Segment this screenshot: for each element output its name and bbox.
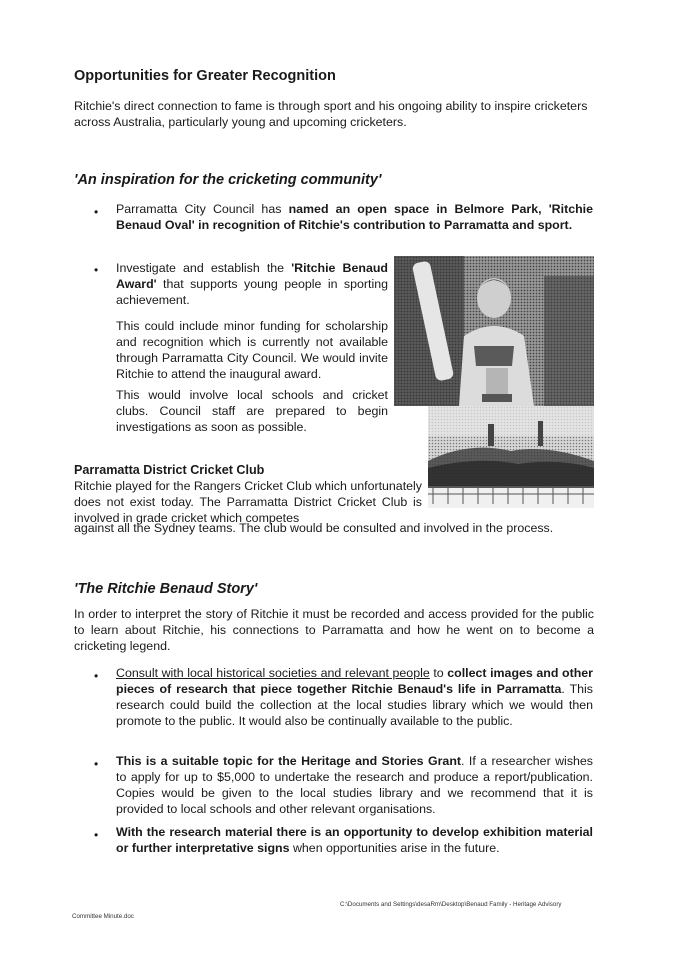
bullet-icon: • [94, 205, 99, 219]
footer-filename: Committee Minute.doc [72, 913, 134, 920]
bullet-icon: • [94, 263, 99, 277]
award-funding-paragraph: This could include minor funding for scholarship and recognition which is currently not available through Parramatta City Council. We would invite Ritchie to attend the inaugural award. [116, 319, 388, 381]
consult-bold: collect images and other pieces of research that piece together Ritchie Benaud's life in Parramatta [116, 666, 593, 696]
club-paragraph-part1: Ritchie played for the Rangers Cricket Club which unfortunately does not exist today. The Parramatta District Cricket Club is involved in grade cricket which competes [74, 479, 422, 525]
bullet-grant-paragraph [116, 753, 593, 817]
story-intro-paragraph: In order to interpret the story of Ritchie it must be recorded and access provided for the public to learn about Ritchie, his connections to Parramatta and how he went on to become a cricketing legend. [74, 607, 594, 653]
award-name: 'Ritchie Benaud Award' [116, 261, 388, 291]
bullet-oval-bold: named an open space in Belmore Park, 'Ritchie Benaud Oval' in recognition of Ritchie's contribution to Parramatta and sport. [116, 202, 593, 232]
grant-bold: This is a suitable topic for the Heritage and Stories Grant [116, 754, 462, 768]
consult-rest: . This research could build the collection at the local studies library which we would then promote to the public. It would also be continually available to the public. [116, 682, 593, 728]
footer-path: C:\Documents and Settings\desaRm\Desktop\Benaud Family - Heritage Advisory [340, 901, 562, 908]
bullet-consult-paragraph [116, 665, 593, 729]
section-heading-story: 'The Ritchie Benaud Story' [74, 581, 258, 597]
intro-paragraph: Ritchie's direct connection to fame is through sport and his ongoing ability to inspire cricketers across Australia, particularly young and upcoming cricketers. [74, 99, 588, 129]
cricketer-photo [394, 256, 594, 406]
bullet-icon: • [94, 669, 99, 683]
bullet-award-rest: that supports young people in sporting achievement. [116, 277, 388, 307]
grant-rest: . If a researcher wishes to apply for up to $5,000 to undertake the research and produce a report/publication. Copies would be given to the local studies library and we recommend that it is provided to local schools and other relevant organisations. [116, 754, 593, 816]
bullet-icon: • [94, 757, 99, 771]
page-heading: Opportunities for Greater Recognition [74, 68, 336, 84]
club-heading: Parramatta District Cricket Club [74, 463, 265, 477]
bullet-oval-paragraph [116, 201, 593, 233]
award-schools-paragraph: This would involve local schools and cricket clubs. Council staff are prepared to begin investigations as soon as possible. [116, 388, 388, 434]
bullet-oval-text: Parramatta City Council has [116, 202, 289, 216]
club-paragraph-part2: against all the Sydney teams. The club would be consulted and involved in the process. [74, 521, 554, 535]
bullet-award-text: Investigate and establish the [116, 261, 292, 275]
consult-to: to [429, 666, 448, 680]
exhibition-bold: With the research material there is an opportunity to develop exhibition material or further interpretative signs [116, 825, 593, 855]
consult-underlined: Consult with local historical societies and relevant people [116, 666, 430, 680]
exhibition-rest: when opportunities arise in the future. [289, 841, 500, 855]
crowd-photo [428, 406, 594, 508]
bullet-icon: • [94, 828, 99, 842]
bullet-exhibition-paragraph [116, 824, 593, 856]
section-heading-inspiration: 'An inspiration for the cricketing community' [74, 172, 382, 188]
bullet-award-paragraph [116, 260, 388, 308]
